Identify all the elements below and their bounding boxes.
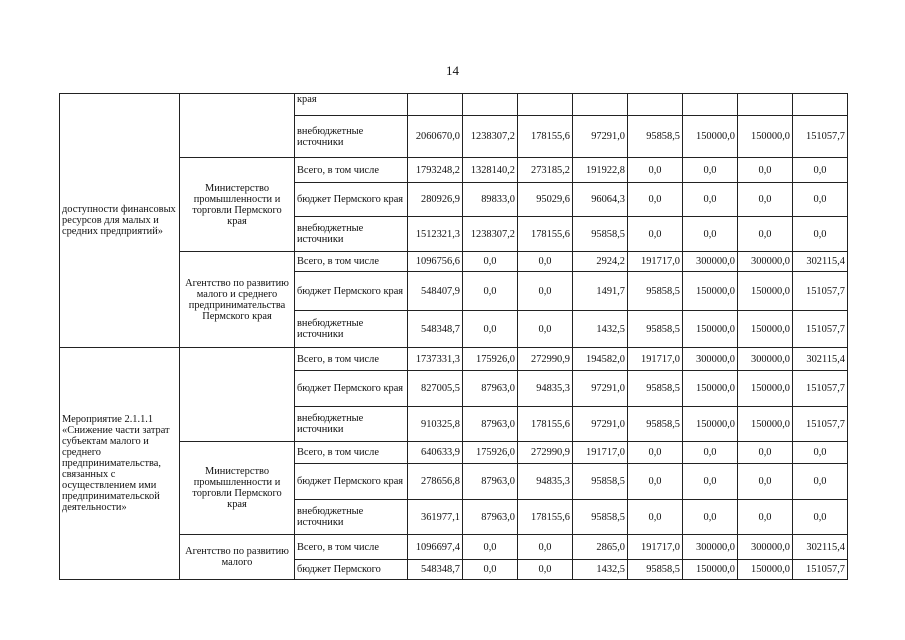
value-cell: 1491,7 (573, 272, 628, 311)
value-cell: 0,0 (518, 272, 573, 311)
value-cell: 2060670,0 (408, 116, 463, 158)
value-cell: 300000,0 (738, 252, 793, 272)
value-cell: 2865,0 (573, 535, 628, 560)
funding-source: бюджет Пермского края (295, 371, 408, 407)
value-cell (738, 94, 793, 116)
funding-source: бюджет Пермского края (295, 272, 408, 311)
value-cell: 191717,0 (573, 442, 628, 464)
value-cell: 95858,5 (628, 560, 683, 580)
executor-name (180, 348, 295, 442)
executor-name (180, 94, 295, 158)
value-cell: 151057,7 (793, 116, 848, 158)
value-cell: 548348,7 (408, 560, 463, 580)
value-cell: 178155,6 (518, 500, 573, 535)
value-cell: 0,0 (628, 442, 683, 464)
value-cell: 0,0 (518, 535, 573, 560)
funding-source: Всего, в том числе (295, 158, 408, 183)
value-cell: 150000,0 (738, 560, 793, 580)
executor-name: Агентство по развитию малого и среднего предпринимательства Пермского края (180, 252, 295, 348)
value-cell: 300000,0 (738, 535, 793, 560)
budget-table-body (60, 94, 848, 580)
budget-table (59, 93, 848, 580)
value-cell: 300000,0 (683, 348, 738, 371)
value-cell: 2924,2 (573, 252, 628, 272)
value-cell: 150000,0 (683, 560, 738, 580)
value-cell: 191717,0 (628, 348, 683, 371)
value-cell: 151057,7 (793, 560, 848, 580)
value-cell: 94835,3 (518, 464, 573, 500)
value-cell: 178155,6 (518, 116, 573, 158)
value-cell: 1328140,2 (463, 158, 518, 183)
value-cell: 194582,0 (573, 348, 628, 371)
value-cell: 1512321,3 (408, 217, 463, 252)
value-cell: 1432,5 (573, 560, 628, 580)
value-cell: 87963,0 (463, 464, 518, 500)
value-cell: 280926,9 (408, 183, 463, 217)
table-row (60, 348, 848, 371)
funding-source: внебюджетные источники (295, 407, 408, 442)
value-cell: 0,0 (628, 500, 683, 535)
funding-source: Всего, в том числе (295, 348, 408, 371)
value-cell: 300000,0 (683, 535, 738, 560)
value-cell: 0,0 (463, 252, 518, 272)
funding-source: внебюджетные источники (295, 500, 408, 535)
value-cell: 273185,2 (518, 158, 573, 183)
value-cell: 150000,0 (738, 272, 793, 311)
value-cell: 0,0 (738, 464, 793, 500)
value-cell: 151057,7 (793, 311, 848, 348)
value-cell: 302115,4 (793, 252, 848, 272)
value-cell: 0,0 (463, 535, 518, 560)
value-cell: 191717,0 (628, 252, 683, 272)
value-cell: 548407,9 (408, 272, 463, 311)
value-cell: 0,0 (683, 217, 738, 252)
page-number: 14 (446, 63, 459, 78)
value-cell: 191717,0 (628, 535, 683, 560)
value-cell: 95029,6 (518, 183, 573, 217)
value-cell: 827005,5 (408, 371, 463, 407)
value-cell: 0,0 (738, 500, 793, 535)
value-cell: 95858,5 (573, 217, 628, 252)
value-cell: 361977,1 (408, 500, 463, 535)
value-cell: 910325,8 (408, 407, 463, 442)
value-cell: 95858,5 (628, 272, 683, 311)
value-cell (463, 94, 518, 116)
value-cell: 1793248,2 (408, 158, 463, 183)
value-cell: 95858,5 (628, 311, 683, 348)
value-cell (573, 94, 628, 116)
value-cell: 0,0 (518, 252, 573, 272)
value-cell: 0,0 (738, 183, 793, 217)
value-cell: 87963,0 (463, 407, 518, 442)
value-cell: 272990,9 (518, 442, 573, 464)
value-cell: 95858,5 (628, 116, 683, 158)
value-cell: 0,0 (463, 311, 518, 348)
value-cell: 0,0 (793, 158, 848, 183)
value-cell: 87963,0 (463, 371, 518, 407)
value-cell: 0,0 (683, 442, 738, 464)
funding-source: внебюджетные источники (295, 311, 408, 348)
value-cell: 150000,0 (683, 371, 738, 407)
value-cell: 0,0 (518, 311, 573, 348)
value-cell: 1737331,3 (408, 348, 463, 371)
value-cell: 191922,8 (573, 158, 628, 183)
value-cell: 548348,7 (408, 311, 463, 348)
value-cell: 97291,0 (573, 116, 628, 158)
value-cell: 0,0 (628, 464, 683, 500)
funding-source: внебюджетные источники (295, 116, 408, 158)
value-cell: 0,0 (628, 217, 683, 252)
value-cell: 0,0 (518, 560, 573, 580)
value-cell: 178155,6 (518, 407, 573, 442)
table-row (60, 94, 848, 116)
value-cell: 302115,4 (793, 348, 848, 371)
executor-name: Агентство по развитию малого (180, 535, 295, 580)
value-cell: 97291,0 (573, 407, 628, 442)
value-cell: 0,0 (738, 217, 793, 252)
value-cell: 150000,0 (683, 272, 738, 311)
value-cell (408, 94, 463, 116)
value-cell: 0,0 (683, 500, 738, 535)
value-cell: 0,0 (463, 560, 518, 580)
measure-name: Мероприятие 2.1.1.1 «Снижение части затрат субъектам малого и среднего предпринимательства, связанных с осуществлением ими предпринимательской деятельности» (60, 348, 180, 580)
value-cell: 95858,5 (573, 464, 628, 500)
executor-name: Министерство промышленности и торговли Пермского края (180, 442, 295, 535)
value-cell: 150000,0 (738, 116, 793, 158)
value-cell: 94835,3 (518, 371, 573, 407)
funding-source: Всего, в том числе (295, 442, 408, 464)
executor-name: Министерство промышленности и торговли Пермского края (180, 158, 295, 252)
funding-source: Всего, в том числе (295, 252, 408, 272)
value-cell: 0,0 (628, 183, 683, 217)
value-cell: 300000,0 (738, 348, 793, 371)
value-cell: 278656,8 (408, 464, 463, 500)
value-cell (793, 94, 848, 116)
value-cell: 175926,0 (463, 348, 518, 371)
value-cell: 95858,5 (573, 500, 628, 535)
funding-source: бюджет Пермского (295, 560, 408, 580)
value-cell: 300000,0 (683, 252, 738, 272)
value-cell: 1096756,6 (408, 252, 463, 272)
value-cell: 151057,7 (793, 371, 848, 407)
value-cell: 0,0 (793, 464, 848, 500)
value-cell: 640633,9 (408, 442, 463, 464)
value-cell: 302115,4 (793, 535, 848, 560)
value-cell: 0,0 (793, 442, 848, 464)
funding-source: внебюджетные источники (295, 217, 408, 252)
value-cell: 175926,0 (463, 442, 518, 464)
value-cell: 0,0 (793, 217, 848, 252)
value-cell: 96064,3 (573, 183, 628, 217)
value-cell: 0,0 (793, 500, 848, 535)
value-cell (518, 94, 573, 116)
value-cell: 0,0 (738, 442, 793, 464)
value-cell: 150000,0 (683, 407, 738, 442)
value-cell: 1238307,2 (463, 217, 518, 252)
value-cell: 95858,5 (628, 407, 683, 442)
funding-source: бюджет Пермского края (295, 183, 408, 217)
value-cell: 151057,7 (793, 407, 848, 442)
funding-source: бюджет Пермского края (295, 464, 408, 500)
value-cell (628, 94, 683, 116)
funding-source: Всего, в том числе (295, 535, 408, 560)
value-cell: 0,0 (738, 158, 793, 183)
value-cell: 0,0 (463, 272, 518, 311)
value-cell: 1238307,2 (463, 116, 518, 158)
value-cell: 0,0 (683, 158, 738, 183)
value-cell: 89833,0 (463, 183, 518, 217)
value-cell: 0,0 (683, 183, 738, 217)
value-cell: 95858,5 (628, 371, 683, 407)
value-cell: 1432,5 (573, 311, 628, 348)
value-cell: 150000,0 (738, 311, 793, 348)
value-cell: 150000,0 (738, 371, 793, 407)
value-cell: 0,0 (683, 464, 738, 500)
value-cell: 151057,7 (793, 272, 848, 311)
value-cell: 97291,0 (573, 371, 628, 407)
value-cell: 150000,0 (738, 407, 793, 442)
measure-name: доступности финансовых ресурсов для малых и средних предприятий» (60, 94, 180, 348)
value-cell: 150000,0 (683, 311, 738, 348)
value-cell: 178155,6 (518, 217, 573, 252)
value-cell (683, 94, 738, 116)
value-cell: 150000,0 (683, 116, 738, 158)
value-cell: 0,0 (628, 158, 683, 183)
value-cell: 87963,0 (463, 500, 518, 535)
value-cell: 0,0 (793, 183, 848, 217)
value-cell: 1096697,4 (408, 535, 463, 560)
funding-source: края (295, 94, 408, 116)
value-cell: 272990,9 (518, 348, 573, 371)
